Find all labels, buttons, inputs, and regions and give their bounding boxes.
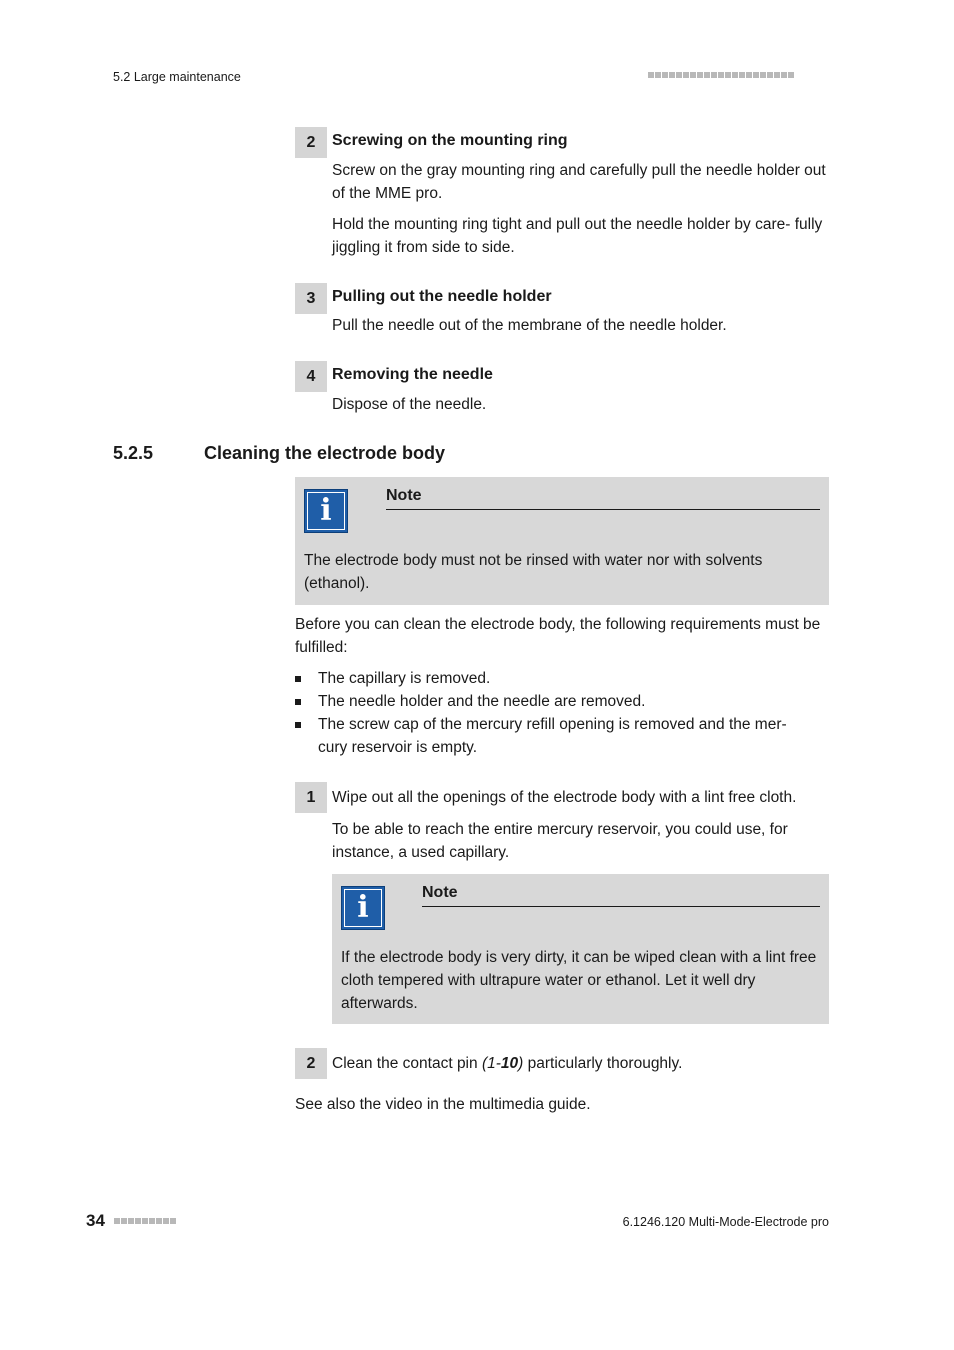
step-paragraph: Screw on the gray mounting ring and carefully pull the needle holder out of the MME pro.: [332, 162, 826, 202]
step-paragraph: Hold the mounting ring tight and pull out the needle holder by care- fully jiggling it from side to side.: [332, 216, 823, 256]
decorative-dot: [655, 72, 661, 78]
step-title: Pulling out the needle holder: [332, 288, 552, 305]
note-box: [295, 477, 829, 605]
step-paragraph: Dispose of the needle.: [332, 396, 487, 413]
section-heading: [113, 443, 445, 464]
note-title: Note: [386, 487, 422, 504]
info-icon: i: [304, 489, 348, 533]
document-title: 6.1246.120 Multi-Mode-Electrode pro: [622, 1215, 829, 1229]
decorative-dot: [781, 72, 787, 78]
decorative-dot: [746, 72, 752, 78]
decorative-dot: [690, 72, 696, 78]
decorative-dot: [767, 72, 773, 78]
decorative-dot: [774, 72, 780, 78]
closing-paragraph: See also the video in the multimedia guide.: [295, 1096, 591, 1113]
decorative-dot: [648, 72, 654, 78]
decorative-dot: [128, 1218, 134, 1224]
step-number: 1: [295, 782, 327, 813]
decorative-dot: [732, 72, 738, 78]
decorative-dot: [739, 72, 745, 78]
note-rule: [386, 509, 820, 510]
page-number: 34: [86, 1211, 105, 1230]
note-rule: [422, 906, 820, 907]
decorative-dot: [163, 1218, 169, 1224]
figure-reference: (1-10): [481, 1055, 524, 1072]
info-icon: i: [341, 886, 385, 930]
decorative-dot: [683, 72, 689, 78]
header-dot-bar: [648, 72, 795, 90]
running-header: 5.2 Large maintenance: [113, 70, 241, 84]
decorative-dot: [669, 72, 675, 78]
decorative-dot: [704, 72, 710, 78]
step-instruction: Clean the contact pin (1-10) particularly thoroughly.: [332, 1055, 683, 1072]
note-text: The electrode body must not be rinsed with water nor with solvents (ethanol).: [304, 552, 763, 592]
list-item: The needle holder and the needle are removed.: [295, 690, 815, 713]
decorative-dot: [170, 1218, 176, 1224]
decorative-dot: [156, 1218, 162, 1224]
section-number: 5.2.5: [113, 443, 154, 463]
note-text: If the electrode body is very dirty, it can be wiped clean with a lint free cloth tempered with ultrapure water or ethanol. Let it well dry afterwards.: [341, 949, 817, 1012]
step-number: 4: [295, 361, 327, 392]
decorative-dot: [697, 72, 703, 78]
decorative-dot: [676, 72, 682, 78]
step-title: Screwing on the mounting ring: [332, 132, 568, 149]
note-title: Note: [422, 884, 458, 901]
decorative-dot: [662, 72, 668, 78]
decorative-dot: [142, 1218, 148, 1224]
decorative-dot: [149, 1218, 155, 1224]
decorative-dot: [135, 1218, 141, 1224]
step-number: 2: [295, 1048, 327, 1079]
decorative-dot: [711, 72, 717, 78]
decorative-dot: [760, 72, 766, 78]
list-item: The capillary is removed.: [295, 667, 815, 690]
decorative-dot: [788, 72, 794, 78]
decorative-dot: [114, 1218, 120, 1224]
decorative-dot: [718, 72, 724, 78]
step-instruction: Wipe out all the openings of the electrode body with a lint free cloth.: [332, 789, 797, 806]
step-paragraph: Pull the needle out of the membrane of the needle holder.: [332, 317, 727, 334]
decorative-dot: [725, 72, 731, 78]
requirements-list: [295, 667, 815, 759]
intro-paragraph: Before you can clean the electrode body, the following requirements must be fulfilled:: [295, 616, 821, 656]
decorative-dot: [121, 1218, 127, 1224]
step-number: 3: [295, 283, 327, 314]
step-number: 2: [295, 127, 327, 158]
step-title: Removing the needle: [332, 366, 493, 383]
section-title: Cleaning the electrode body: [204, 443, 446, 463]
step-detail: To be able to reach the entire mercury reservoir, you could use, for instance, a used capillary.: [332, 821, 788, 861]
footer-dot-bar: [114, 1218, 177, 1236]
decorative-dot: [753, 72, 759, 78]
list-item: The screw cap of the mercury refill opening is removed and the mer- cury reservoir is empty.: [295, 713, 808, 759]
note-box: [332, 874, 829, 1024]
